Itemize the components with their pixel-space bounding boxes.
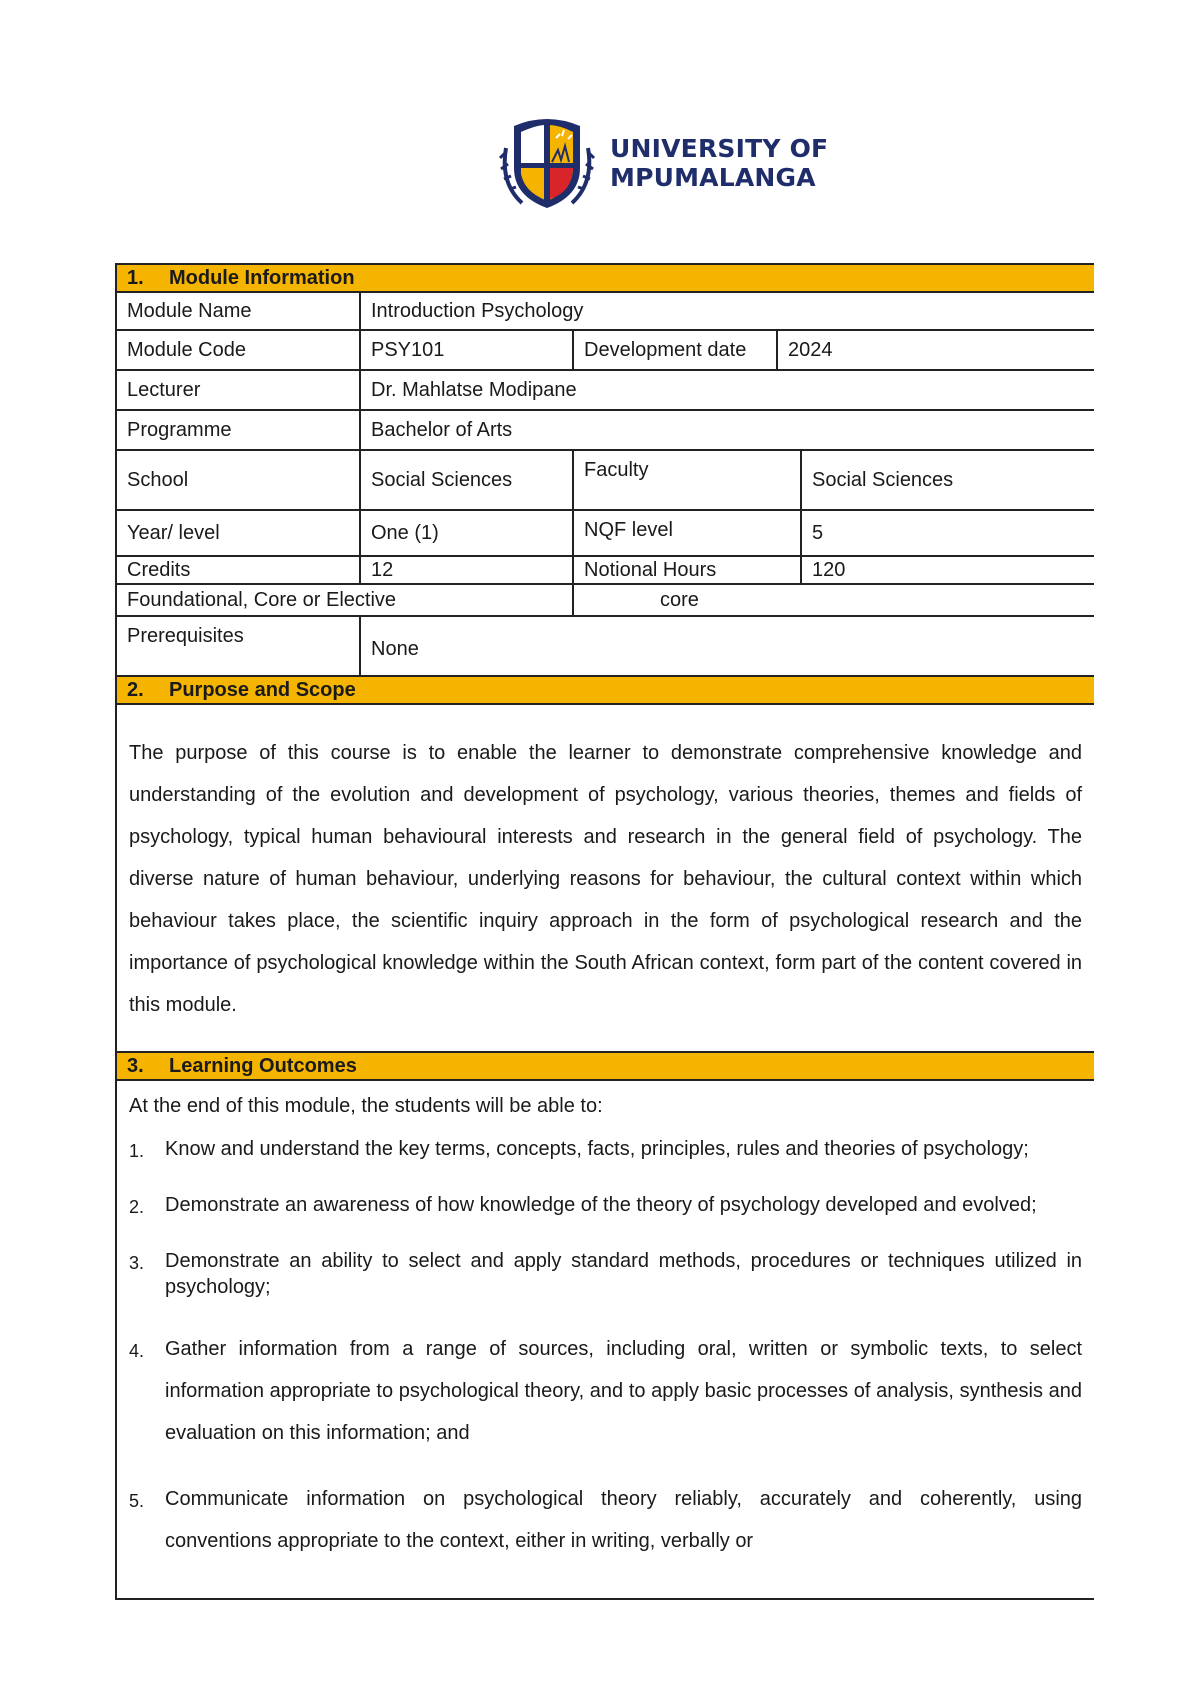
outcome-number: 1. [129, 1141, 145, 1161]
row-prerequisites [116, 616, 1094, 676]
row-credits [116, 556, 1094, 584]
logo-line-2: MPUMALANGA [610, 163, 816, 192]
module-type-value [573, 584, 1094, 616]
purpose-text: The purpose of this course is to enable the learner to demonstrate comprehensive knowledge and understanding of the evolution and development of psychology, various theories, themes and fields of psychology, typical human behavioural interests and research in the general field of psychology. The diverse nature of human behaviour, underlying reasons for behaviour, the cultural context within which behaviour takes place, the scientific inquiry approach in the form of psychological research and the importance of psychological knowledge within the South African context, form part of the content covered in this module. [116, 704, 1094, 1052]
notional-hours-label: Notional Hours [573, 556, 801, 584]
list-item [129, 1328, 1082, 1454]
list-item [129, 1136, 1082, 1164]
credits-label: Credits [116, 556, 360, 584]
module-code-value: PSY101 [360, 330, 573, 370]
list-item [129, 1192, 1082, 1220]
row-lecturer [116, 370, 1094, 410]
row-outcomes [116, 1080, 1094, 1600]
row-year-level [116, 510, 1094, 556]
section-header-purpose [116, 676, 1094, 704]
section-header-outcomes [116, 1052, 1094, 1080]
outcome-number: 2. [129, 1197, 145, 1217]
lecturer-label: Lecturer [116, 370, 360, 410]
outcome-text: Gather information from a range of sources, including oral, written or symbolic texts, to select information appropriate to psychological theory, and to apply basic processes of analysis, synthesis and evaluation on this information; and [165, 1338, 1083, 1444]
module-type-text: core [660, 588, 699, 611]
outcomes-list [129, 1136, 1082, 1562]
outcome-text: Know and understand the key terms, concepts, facts, principles, rules and theories of psychology; [165, 1138, 1029, 1160]
outcome-number: 3. [129, 1253, 145, 1273]
module-table [115, 263, 1094, 1600]
school-label: School [116, 450, 360, 510]
row-module-code [116, 330, 1094, 370]
section-title: Purpose and Scope [169, 678, 356, 701]
prerequisites-value: None [360, 616, 1094, 676]
row-programme [116, 410, 1094, 450]
outcome-text: Communicate information on psychological theory reliably, accurately and coherently, using conventions appropriate to the context, either in writing, verbally or [165, 1488, 1083, 1552]
school-value: Social Sciences [360, 450, 573, 510]
notional-hours-value: 120 [801, 556, 1094, 584]
section-title: Module Information [169, 266, 355, 289]
section-number: 2. [127, 678, 144, 701]
year-level-value: One (1) [360, 510, 573, 556]
programme-label: Programme [116, 410, 360, 450]
outcome-text: Demonstrate an awareness of how knowledge of the theory of psychology developed and evolved; [165, 1194, 1037, 1216]
faculty-label: Faculty [573, 450, 801, 510]
university-crest-icon [492, 108, 602, 218]
section-number: 1. [127, 266, 144, 289]
development-date-value: 2024 [777, 330, 1094, 370]
university-logo [492, 94, 842, 232]
outcomes-intro: At the end of this module, the students will be able to: [129, 1095, 603, 1117]
row-purpose-text [116, 704, 1094, 1052]
list-item [129, 1248, 1082, 1300]
development-date-label: Development date [573, 330, 777, 370]
outcomes-cell [116, 1080, 1094, 1600]
module-name-label: Module Name [116, 292, 360, 330]
row-module-name [116, 292, 1094, 330]
module-descriptor [115, 263, 1094, 1600]
module-name-value: Introduction Psychology [360, 292, 1094, 330]
section-header-module-info [116, 264, 1094, 292]
credits-value: 12 [360, 556, 573, 584]
section-title: Learning Outcomes [169, 1054, 357, 1077]
logo-wordmark [610, 134, 828, 192]
section-number: 3. [127, 1054, 144, 1077]
row-module-type [116, 584, 1094, 616]
logo-line-1: UNIVERSITY OF [610, 134, 829, 163]
prerequisites-label: Prerequisites [116, 616, 360, 676]
outcome-text: Demonstrate an ability to select and apply standard methods, procedures or techniques utilized in psychology; [165, 1250, 1083, 1298]
year-level-label: Year/ level [116, 510, 360, 556]
faculty-value: Social Sciences [801, 450, 1094, 510]
lecturer-value: Dr. Mahlatse Modipane [360, 370, 1094, 410]
nqf-level-value: 5 [801, 510, 1094, 556]
nqf-level-label: NQF level [573, 510, 801, 556]
module-code-label: Module Code [116, 330, 360, 370]
outcome-number: 5. [129, 1491, 145, 1511]
row-school [116, 450, 1094, 510]
module-type-label: Foundational, Core or Elective [116, 584, 573, 616]
programme-value: Bachelor of Arts [360, 410, 1094, 450]
list-item [129, 1478, 1082, 1562]
outcome-number: 4. [129, 1341, 145, 1361]
